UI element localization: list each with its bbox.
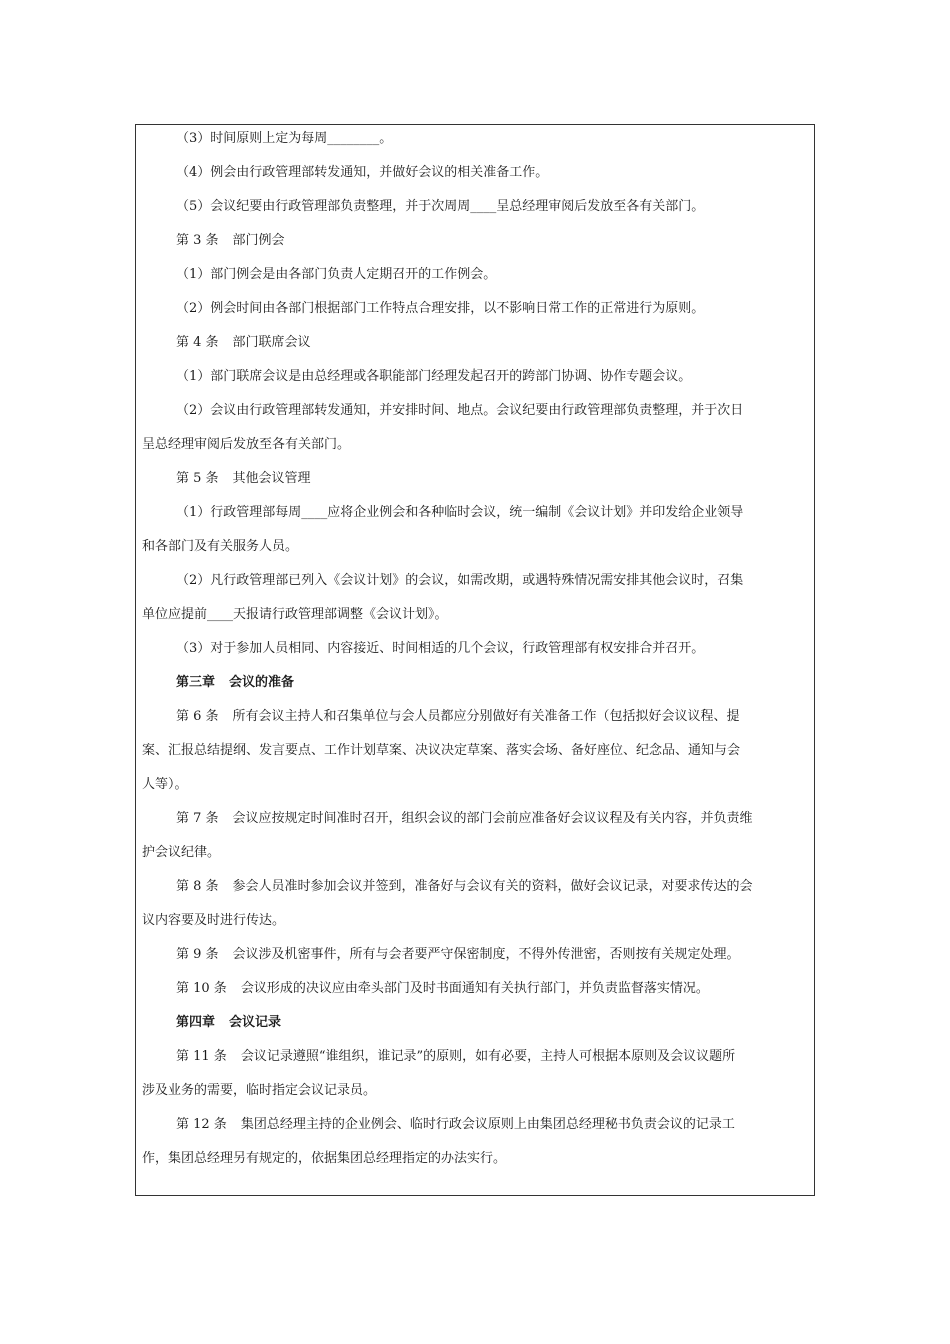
paragraph: （3）时间原则上定为每周________。 xyxy=(176,131,393,146)
paragraph: （2）凡行政管理部已列入《会议计划》的会议，如需改期，或遇特殊情况需安排其他会议时，召集 xyxy=(176,573,744,588)
article-heading: 第 3 条 部门例会 xyxy=(176,233,285,248)
paragraph-continuation: 和各部门及有关服务人员。 xyxy=(142,539,299,554)
article-paragraph: 第 11 条 会议记录遵照“谁组织，谁记录”的原则，如有必要，主持人可根据本原则及会议议题所 xyxy=(176,1049,736,1064)
document-frame xyxy=(135,124,815,1196)
paragraph: （5）会议纪要由行政管理部负责整理，并于次周周____呈总经理审阅后发放至各有关部门。 xyxy=(176,199,705,214)
paragraph-continuation: 人等）。 xyxy=(142,777,188,792)
article-paragraph: 第 12 条 集团总经理主持的企业例会、临时行政会议原则上由集团总经理秘书负责会议的记录工 xyxy=(176,1117,735,1132)
article-heading: 第 5 条 其他会议管理 xyxy=(176,471,311,486)
article-paragraph: 第 7 条 会议应按规定时间准时召开，组织会议的部门会前应准备好会议议程及有关内容，并负责维 xyxy=(176,811,753,826)
paragraph-continuation: 案、汇报总结提纲、发言要点、工作计划草案、决议决定草案、落实会场、备好座位、纪念品、通知与会 xyxy=(142,743,741,758)
paragraph: （2）会议由行政管理部转发通知，并安排时间、地点。会议纪要由行政管理部负责整理，并于次日 xyxy=(176,403,744,418)
paragraph-continuation: 单位应提前____天报请行政管理部调整《会议计划》。 xyxy=(142,607,448,622)
article-paragraph: 第 8 条 参会人员准时参加会议并签到，准备好与会议有关的资料，做好会议记录，对要求传达的会 xyxy=(176,879,753,894)
paragraph: （1）行政管理部每周____应将企业例会和各种临时会议，统一编制《会议计划》并印发给企业领导 xyxy=(176,505,744,520)
paragraph-continuation: 作，集团总经理另有规定的，依据集团总经理指定的办法实行。 xyxy=(142,1151,507,1166)
article-paragraph: 第 9 条 会议涉及机密事件，所有与会者要严守保密制度，不得外传泄密，否则按有关规定处理。 xyxy=(176,947,740,962)
article-paragraph: 第 10 条 会议形成的决议应由牵头部门及时书面通知有关执行部门，并负责监督落实情况。 xyxy=(176,981,709,996)
paragraph-continuation: 护会议纪律。 xyxy=(142,845,221,860)
chapter-heading: 第三章 会议的准备 xyxy=(176,675,295,690)
paragraph: （2）例会时间由各部门根据部门工作特点合理安排，以不影响日常工作的正常进行为原则。 xyxy=(176,301,705,316)
chapter-heading: 第四章 会议记录 xyxy=(176,1015,282,1030)
paragraph: （1）部门例会是由各部门负责人定期召开的工作例会。 xyxy=(176,267,497,282)
article-paragraph: 第 6 条 所有会议主持人和召集单位与会人员都应分别做好有关准备工作（包括拟好会议议程、提 xyxy=(176,709,740,724)
article-heading: 第 4 条 部门联席会议 xyxy=(176,335,311,350)
paragraph-continuation: 议内容要及时进行传达。 xyxy=(142,913,286,928)
paragraph-continuation: 呈总经理审阅后发放至各有关部门。 xyxy=(142,437,351,452)
paragraph: （3）对于参加人员相同、内容接近、时间相适的几个会议，行政管理部有权安排合并召开。 xyxy=(176,641,705,656)
paragraph-continuation: 涉及业务的需要，临时指定会议记录员。 xyxy=(142,1083,377,1098)
paragraph: （4）例会由行政管理部转发通知，并做好会议的相关准备工作。 xyxy=(176,165,549,180)
paragraph: （1）部门联席会议是由总经理或各职能部门经理发起召开的跨部门协调、协作专题会议。 xyxy=(176,369,692,384)
